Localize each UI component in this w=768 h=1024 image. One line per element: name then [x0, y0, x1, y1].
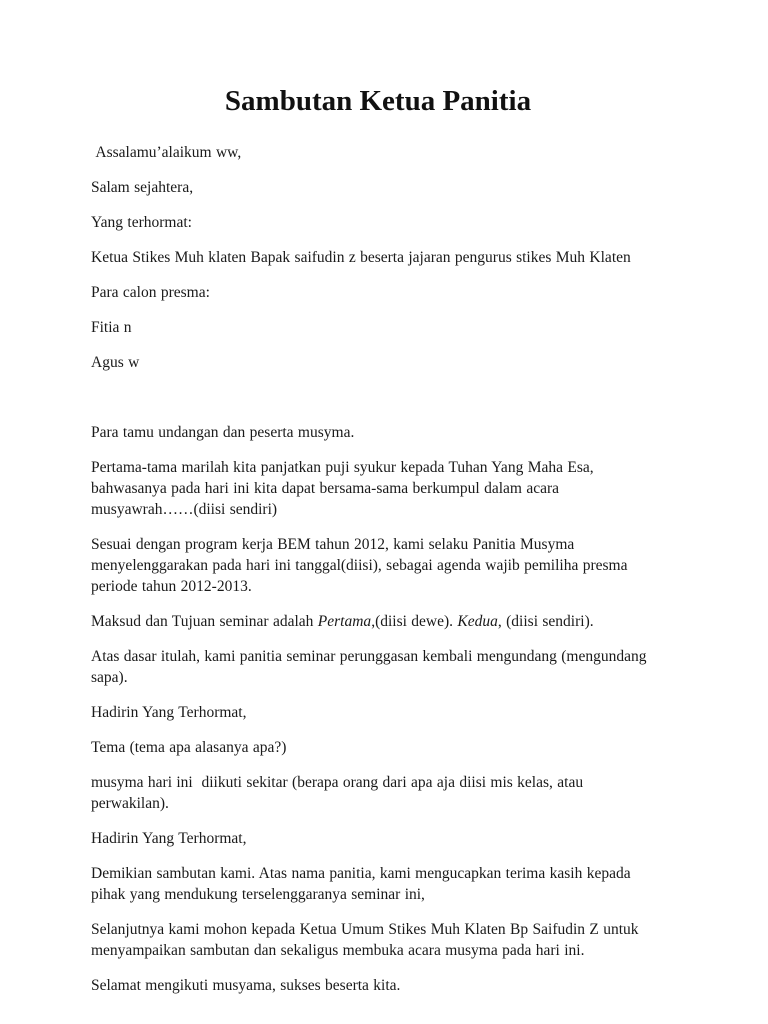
- candidate-fitia: Fitia n: [91, 319, 132, 336]
- addressee-ketua-stikes: Ketua Stikes Muh klaten Bapak saifudin z beserta jajaran pengurus stikes Muh Klaten: [91, 249, 631, 266]
- document-body: [91, 142, 665, 996]
- ucapan-selamat: Selamat mengikuti musyama, sukses beserta kita.: [91, 977, 401, 994]
- penutup-terima-kasih: Demikian sambutan kami. Atas nama panitia, kami mengucapkan terima kasih kepada pihak yang mendukung terselenggaranya seminar ini,: [91, 865, 635, 903]
- greeting-general: Salam sejahtera,: [91, 179, 194, 196]
- maksud-tujuan: Maksud dan Tujuan seminar adalah Pertama,(diisi dewe). Kedua, (diisi sendiri).: [91, 613, 594, 630]
- salutation-hadirin-1: Hadirin Yang Terhormat,: [91, 704, 247, 721]
- salutation-yang-terhormat: Yang terhormat:: [91, 214, 192, 231]
- dasar-undangan: Atas dasar itulah, kami panitia seminar perunggasan kembali mengundang (mengundang sapa).: [91, 648, 651, 686]
- greeting-islamic: Assalamu’alaikum ww,: [91, 144, 242, 161]
- permohonan-pembukaan: Selanjutnya kami mohon kepada Ketua Umum Stikes Muh Klaten Bp Saifudin Z untuk menyampaikan sambutan dan sekaligus membuka acara musyma pada hari ini.: [91, 921, 643, 959]
- opening-gratitude: Pertama-tama marilah kita panjatkan puji syukur kepada Tuhan Yang Maha Esa, bahwasanya pada hari ini kita dapat bersama-sama berkumpul dalam acara musyawrah……(diisi sendiri): [91, 459, 598, 518]
- candidate-agus: Agus w: [91, 354, 140, 371]
- program-kerja-info: Sesuai dengan program kerja BEM tahun 2012, kami selaku Panitia Musyma menyelenggarakan pada hari ini tanggal(diisi), sebagai agenda wajib pemiliha presma periode tahun 2012-2013.: [91, 536, 632, 595]
- blank-line: [91, 387, 665, 408]
- addressee-calon-presma: Para calon presma:: [91, 284, 210, 301]
- addressee-tamu-undangan: Para tamu undangan dan peserta musyma.: [91, 424, 355, 441]
- document-title: Sambutan Ketua Panitia: [224, 85, 532, 117]
- tema: Tema (tema apa alasanya apa?): [91, 739, 287, 756]
- peserta-info: musyma hari ini diikuti sekitar (berapa orang dari apa aja diisi mis kelas, atau perwakilan).: [91, 774, 588, 812]
- salutation-hadirin-2: Hadirin Yang Terhormat,: [91, 830, 247, 847]
